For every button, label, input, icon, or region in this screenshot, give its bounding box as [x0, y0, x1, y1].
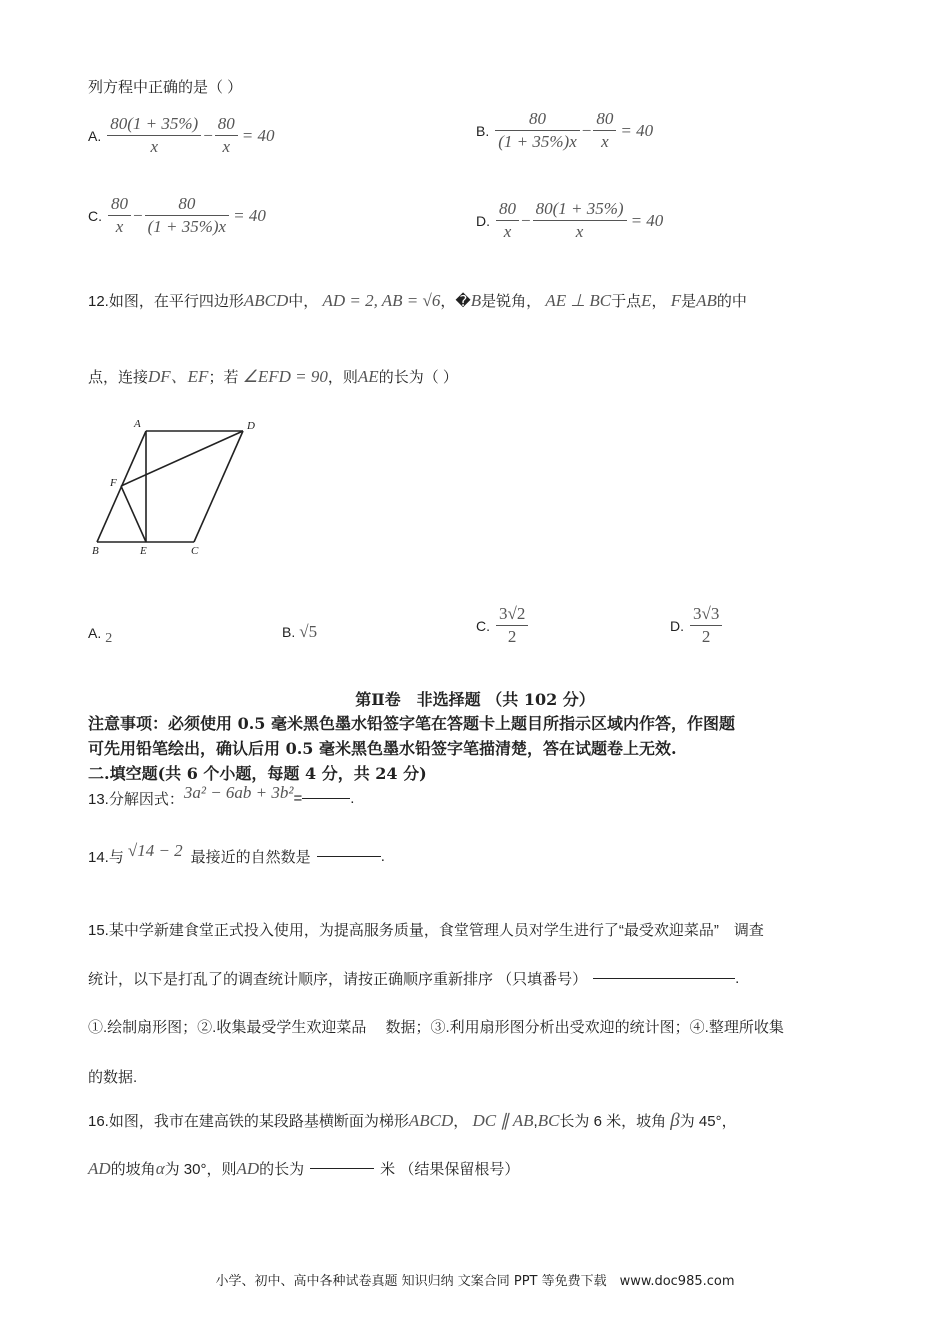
q12-line-1: 12.如图，在平行四边形ABCD中， AD = 2, AB = √6，�B是锐角， AE ⊥ BC于点E， F是AB的中 — [88, 291, 747, 310]
q13: 13.分解因式： 3a² − 6ab + 3b² = . — [88, 782, 355, 808]
q14: 14.与 √14 − 2 最接近的自然数是 . — [88, 840, 385, 866]
part2-notice-line-1: 注意事项：必须使用 0.5 毫米黑色墨水铅签字笔在答题卡上题目所指示区域内作答，作图题 — [88, 714, 735, 733]
q12-line-2: 点，连接DF、EF；若 ∠EFD = 90，则AE的长为（ ） — [88, 367, 458, 386]
q12-option-a: A. 2 — [88, 625, 113, 646]
q15-line-1: 15.某中学新建食堂正式投入使用，为提高服务质量，食堂管理人员对学生进行了“最受欢迎菜品” 调查 — [88, 922, 764, 939]
q16-line-2: AD 的坡角 α 为 30°，则 AD 的长为 米 （结果保留根号） — [88, 1158, 520, 1178]
segment-fe — [121, 486, 146, 542]
q12-option-d: D. $\frac{3√3}{2}$ — [670, 603, 724, 648]
q11-option-a: A. $\frac{80(1 + 35\%)}{x}$ − $\frac{80}{x}$ = 40 — [88, 114, 275, 156]
q15-line-4: 的数据. — [88, 1069, 138, 1086]
label-f: F — [110, 477, 117, 489]
q11-option-d: D. $\frac{80}{x}$ − $\frac{80(1 + 35\%)}{x}$ = 40 — [476, 199, 664, 241]
label-a: A — [134, 418, 141, 430]
q11-stem-tail: 列方程中正确的是（ ） — [88, 79, 243, 96]
part2-notice-line-2: 可先用铅笔绘出，确认后用 0.5 毫米黑色墨水铅签字笔描清楚，答在试题卷上无效. — [88, 739, 677, 758]
q15-answer-blank — [593, 978, 735, 979]
q12-option-c: C. $\frac{3√2}{2}$ — [476, 603, 530, 648]
label-b: B — [92, 545, 99, 557]
q16-answer-blank — [310, 1168, 374, 1169]
label-e: E — [140, 545, 147, 557]
q14-answer-blank — [317, 856, 381, 857]
segment-fd — [121, 431, 243, 486]
q11-option-b: B. $\frac{80}{(1 + 35\%)x}$ − $\frac{80}{x}$ = 40 — [476, 109, 654, 151]
parallelogram-figure — [88, 414, 268, 564]
label-d: D — [247, 420, 255, 432]
section-heading: 二.填空题(共 6 个小题，每题 4 分，共 24 分) — [88, 764, 427, 783]
page-footer: 小学、初中、高中各种试卷真题 知识归纳 文案合同 PPT 等免费下载 www.doc985.com — [215, 1274, 735, 1289]
part2-title: 第Ⅱ卷 非选择题 （共 102 分） — [355, 690, 595, 709]
q13-answer-blank — [302, 798, 350, 799]
q15-line-3: ①.绘制扇形图；②.收集最受学生欢迎菜品 数据；③.利用扇形图分析出受欢迎的统计图；④.整理所收集 — [88, 1019, 784, 1036]
q16-line-1: 16.如图，我市在建高铁的某段路基横断面为梯形ABCD， DC ∥ AB,BC长为 6 米，坡角 β为 45°， — [88, 1110, 737, 1131]
q11-option-c: C. $\frac{80}{x}$ − $\frac{80}{(1 + 35\%)x}$ = 40 — [88, 194, 266, 236]
q15-line-2: 统计，以下是打乱了的调查统计顺序，请按正确顺序重新排序 （只填番号） . — [88, 970, 740, 988]
q12-option-b: B. √5 — [282, 622, 318, 641]
edge-dc — [194, 431, 243, 542]
label-c: C — [191, 545, 199, 557]
